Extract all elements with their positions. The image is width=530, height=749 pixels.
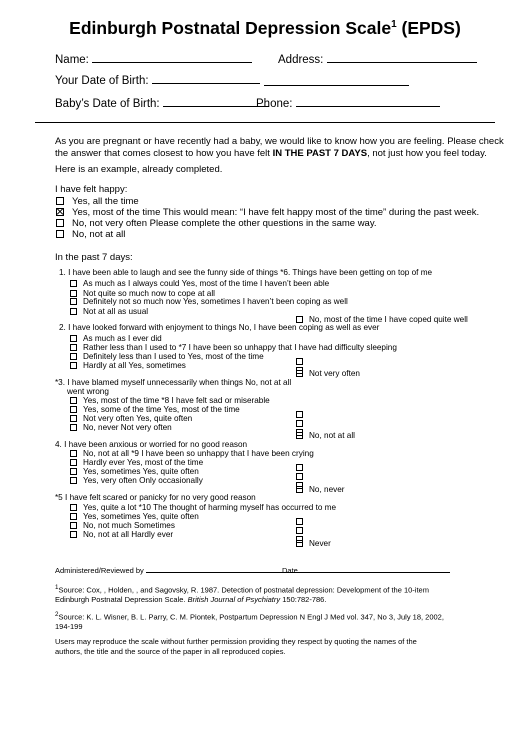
usage-line-2: authors, the title and the source of the paper in all reproduced copies.: [55, 646, 286, 656]
option-label: No, not at all: [72, 229, 126, 240]
checkbox[interactable]: [296, 370, 303, 377]
question-2: 2. I have looked forward with enjoyment to things No, I have been coping as well as ever: [59, 323, 380, 332]
checkbox[interactable]: [296, 486, 303, 493]
intro-paragraph: [55, 136, 504, 160]
dob-field: [55, 73, 260, 87]
checkbox[interactable]: [70, 415, 77, 422]
phone-field: [256, 96, 440, 110]
footnote-marker: 2: [55, 611, 59, 618]
checkbox[interactable]: [70, 531, 77, 538]
checkbox[interactable]: [70, 477, 77, 484]
blank-input-line[interactable]: [264, 75, 409, 86]
checkbox[interactable]: [296, 432, 303, 439]
journal-title: British Journal of Psychiatry: [187, 595, 281, 604]
name-input-line[interactable]: [92, 52, 252, 63]
intro-text: the answer that comes closest to how you have felt: [55, 148, 273, 159]
intro-text-end: , not just how you feel today.: [367, 148, 487, 159]
past-7-days-heading: In the past 7 days:: [55, 252, 133, 263]
source-text: Edinburgh Postnatal Depression Scale.: [55, 595, 188, 604]
option-label: As much as I always could Yes, most of the time I haven’t been able: [83, 279, 330, 288]
q8-option-d: [296, 431, 355, 441]
phone-input-line[interactable]: [296, 96, 440, 107]
checkbox[interactable]: [56, 197, 64, 205]
checkbox[interactable]: [70, 298, 77, 305]
example-option-4: [56, 229, 125, 241]
checkbox[interactable]: [56, 230, 64, 238]
intro-line-1: As you are pregnant or have recently had a baby, we would like to know how you are feeling. Please check: [55, 136, 504, 147]
checkbox[interactable]: [70, 406, 77, 413]
option-label: Yes, quite a lot *10 The thought of harming myself has occurred to me: [83, 503, 337, 512]
option-label: Rather less than I used to *7 I have been so unhappy that I have had difficulty sleeping: [83, 343, 397, 352]
baby-dob-field: [55, 96, 269, 110]
baby-dob-input-line[interactable]: [163, 96, 269, 107]
checked-checkbox[interactable]: [56, 208, 64, 216]
source-2: [55, 610, 444, 632]
source-text: 150:782-786.: [280, 595, 327, 604]
checkbox[interactable]: [70, 513, 77, 520]
divider: [35, 122, 495, 123]
checkbox[interactable]: [70, 504, 77, 511]
usage-line-1: Users may reproduce the scale without further permission providing they respect by quoting the names of the: [55, 637, 417, 646]
address-input-line[interactable]: [327, 52, 477, 63]
admin-label: Administered/Reviewed by: [55, 566, 144, 575]
option-label: Definitely not so much now Yes, sometimes I haven’t been coping as well: [83, 297, 348, 306]
checkbox[interactable]: [56, 219, 64, 227]
option-label: No, never Not very often: [83, 423, 172, 432]
option-label: Yes, sometimes Yes, quite often: [83, 467, 199, 476]
q7-option-c: [296, 369, 360, 379]
checkbox[interactable]: [70, 522, 77, 529]
example-intro: Here is an example, already completed.: [55, 164, 223, 175]
q1-option-c: [70, 297, 348, 307]
option-label: Never: [309, 539, 331, 548]
dob-input-line[interactable]: [152, 73, 260, 84]
usage-notice: [55, 637, 417, 656]
option-label: Yes, all the time: [72, 196, 139, 207]
option-label: Yes, some of the time Yes, most of the time: [83, 405, 240, 414]
example-question: I have felt happy:: [55, 184, 128, 195]
blank-field: [264, 73, 409, 91]
q1-option-a: [70, 279, 329, 289]
question-5: *5 I have felt scared or panicky for no very good reason: [55, 493, 256, 502]
option-label: No, not much Sometimes: [83, 521, 175, 530]
title-footnote: 1: [391, 19, 397, 31]
option-label: Hardly ever Yes, most of the time: [83, 458, 204, 467]
question-4: 4. I have been anxious or worried for no good reason: [55, 440, 248, 449]
date-input-line[interactable]: [300, 565, 450, 573]
option-label: Definitely less than I used to Yes, most of the time: [83, 352, 264, 361]
intro-line-2: [55, 148, 504, 160]
checkbox[interactable]: [70, 424, 77, 431]
source-2-line-1: [55, 610, 444, 622]
checkbox[interactable]: [70, 450, 77, 457]
source-text: Source: Cox, , Holden, , and Sagovsky, R. 1987. Detection of postnatal depression: Development of the 10-item: [58, 585, 429, 595]
checkbox[interactable]: [70, 344, 77, 351]
option-label: Yes, most of the time This would mean: “I have felt happy most of the time” during the past week.: [72, 207, 480, 218]
option-label: As much as I ever did: [83, 334, 162, 343]
option-label: Not quite so much now to cope at all: [83, 289, 215, 298]
date-field: [282, 565, 450, 576]
q4-option-d: [70, 476, 203, 486]
option-label: No, not very often Please complete the other questions in the same way.: [72, 218, 377, 229]
checkbox[interactable]: [70, 308, 77, 315]
title-suffix: (EPDS): [396, 18, 461, 38]
baby-dob-label: Baby’s Date of Birth:: [55, 98, 160, 110]
source-text: Source: K. L. Wisner, B. L. Parry, C. M. Piontek, Postpartum Depression N Engl J Med vol. 347, No 3, July 18, 2002,: [58, 612, 444, 622]
address-label: Address:: [278, 54, 324, 66]
source-1: [55, 583, 429, 605]
checkbox[interactable]: [70, 362, 77, 369]
option-label: No, never: [309, 485, 345, 494]
option-label: Yes, most of the time *8 I have felt sad or miserable: [83, 396, 270, 405]
question-3: *3. I have blamed myself unnecessarily when things No, not at all: [55, 378, 292, 387]
option-label: Hardly at all Yes, sometimes: [83, 361, 186, 370]
q2-option-d: [70, 361, 186, 371]
phone-label: Phone:: [256, 98, 293, 110]
checkbox[interactable]: [296, 540, 303, 547]
question-1: 1. I have been able to laugh and see the funny side of things *6. Things have been getting on top of me: [59, 268, 433, 277]
q10-option-d: [296, 539, 331, 549]
checkbox[interactable]: [70, 280, 77, 287]
name-field: [55, 52, 252, 66]
option-label: No, not at all *9 I have been so unhappy that I have been crying: [83, 449, 314, 458]
option-label: Not very often Yes, quite often: [83, 414, 193, 423]
intro-bold: IN THE PAST 7 DAYS: [272, 148, 368, 159]
checkbox[interactable]: [70, 335, 77, 342]
q1-option-d: [70, 307, 148, 317]
page-title: [0, 18, 530, 39]
source-1-line-1: [55, 583, 429, 595]
footnote-marker: 1: [55, 584, 59, 591]
name-label: Name:: [55, 54, 89, 66]
source-1-line-2: [55, 595, 429, 605]
address-field: [278, 52, 477, 66]
checkbox[interactable]: [70, 468, 77, 475]
date-label: Date: [282, 566, 298, 575]
option-label: Not at all as usual: [83, 307, 149, 316]
title-text: Edinburgh Postnatal Depression Scale: [69, 18, 392, 38]
checkbox[interactable]: [70, 397, 77, 404]
q9-option-d: [296, 485, 345, 495]
administered-by: [55, 565, 314, 576]
source-2-line-2: 194-199: [55, 622, 83, 631]
option-label: No, not at all Hardly ever: [83, 530, 174, 539]
checkbox[interactable]: [70, 459, 77, 466]
option-label: Yes, sometimes Yes, quite often: [83, 512, 199, 521]
option-label: Yes, very often Only occasionally: [83, 476, 203, 485]
dob-label: Your Date of Birth:: [55, 75, 149, 87]
question-3-continued: went wrong: [67, 387, 109, 396]
option-label: No, most of the time I have coped quite well: [309, 315, 468, 324]
q3-option-d: [70, 423, 172, 433]
checkbox[interactable]: [70, 353, 77, 360]
option-label: Not very often: [309, 369, 360, 378]
q5-option-d: [70, 530, 173, 540]
option-label: No, not at all: [309, 431, 355, 440]
